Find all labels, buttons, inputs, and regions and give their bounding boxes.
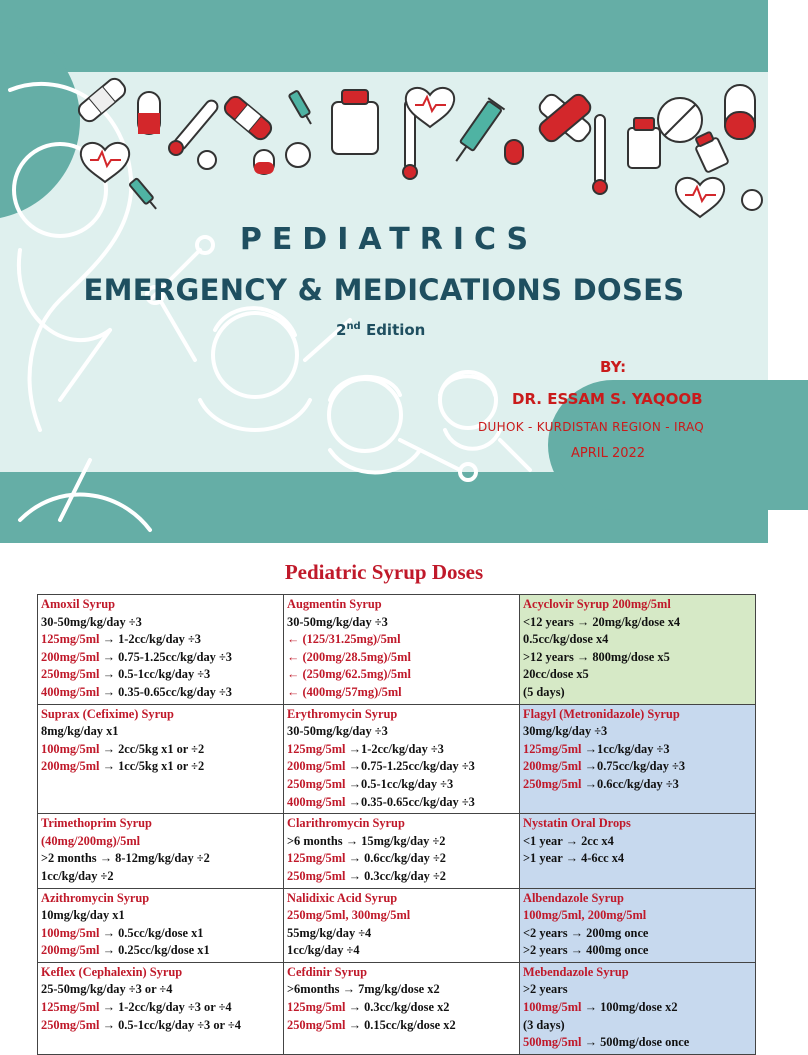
dose-line: 0.5cc/kg/dose x4 — [523, 632, 609, 647]
table-row — [38, 888, 756, 962]
dose-line — [287, 1017, 516, 1035]
dose-value: →0.5-1cc/kg/day ÷3 — [345, 776, 454, 791]
dose-line — [41, 925, 280, 943]
drug-cell — [284, 704, 520, 814]
dose-value: → 1-2cc/kg/day ÷3 — [99, 632, 201, 647]
drug-cell — [38, 814, 284, 888]
concentration: 250mg/5ml — [287, 868, 346, 883]
dose-value: → 1-2cc/kg/day ÷3 or ÷4 — [99, 1000, 232, 1015]
dose-line: >6months → 7mg/kg/dose x2 — [287, 982, 440, 997]
concentration: 125mg/5ml — [41, 632, 100, 647]
concentration: 100mg/5ml — [523, 1000, 582, 1015]
dose-line — [41, 942, 280, 960]
concentration: 200mg/5ml — [41, 943, 100, 958]
author-name: DR. ESSAM S. YAQOOB — [512, 390, 703, 408]
dose-line — [287, 741, 516, 759]
dose-line — [41, 999, 280, 1017]
drug-cell — [520, 888, 756, 962]
dose-value: → 0.3cc/kg/dose x2 — [345, 1000, 450, 1015]
dose-value: → 100mg/dose x2 — [581, 1000, 678, 1015]
concentration: 125mg/5ml — [287, 1000, 346, 1015]
drug-cell — [520, 704, 756, 814]
drug-name: Azithromycin Syrup — [41, 890, 150, 905]
dose-value: → 500mg/dose once — [581, 1035, 690, 1050]
drug-cell — [520, 814, 756, 888]
drug-name: Trimethoprim Syrup — [41, 816, 152, 831]
drug-name: Albendazole Syrup — [523, 890, 624, 905]
drug-cell — [38, 888, 284, 962]
dose-value: →1-2cc/kg/day ÷3 — [345, 741, 444, 756]
dose-line — [287, 850, 516, 868]
table-title: Pediatric Syrup Doses — [284, 560, 484, 584]
syrup-doses-table — [37, 594, 756, 1055]
dose-line — [287, 999, 516, 1017]
dose-line — [523, 776, 752, 794]
cover-banner — [0, 0, 768, 543]
dose-line — [41, 758, 280, 776]
dose-value: →0.6cc/kg/day ÷3 — [581, 776, 679, 791]
dose-line: (40mg/200mg)/5ml — [41, 833, 141, 848]
dose-line — [523, 999, 752, 1017]
dose-line: >2 years — [523, 982, 568, 997]
drug-cell — [520, 595, 756, 705]
drug-cell — [520, 962, 756, 1054]
drug-name: Suprax (Cefixime) Syrup — [41, 706, 174, 721]
dose-value: → 0.15cc/kg/dose x2 — [345, 1017, 456, 1032]
dose-line: 30-50mg/kg/day ÷3 — [287, 724, 388, 739]
concentration: 125mg/5ml — [287, 741, 346, 756]
dose-line — [287, 758, 516, 776]
concentration: 200mg/5ml — [523, 759, 582, 774]
drug-cell — [284, 595, 520, 705]
cover-illustration — [0, 0, 768, 543]
dose-line: >6 months → 15mg/kg/day ÷2 — [287, 833, 446, 848]
drug-cell — [284, 814, 520, 888]
dose-value: → 0.35-0.65cc/kg/day ÷3 — [99, 684, 232, 699]
dose-line — [287, 794, 516, 812]
concentration: 125mg/5ml — [523, 741, 582, 756]
edition-number: 2 — [336, 321, 347, 339]
drug-cell — [38, 962, 284, 1054]
drug-name: Mebendazole Syrup — [523, 964, 629, 979]
dose-line — [523, 1034, 752, 1052]
dose-line: 8mg/kg/day x1 — [41, 724, 119, 739]
edition-suffix: nd — [346, 321, 361, 332]
dose-line: 25-50mg/kg/day ÷3 or ÷4 — [41, 982, 173, 997]
dose-line: 55mg/kg/day ÷4 — [287, 925, 372, 940]
dose-line: 250mg/5ml, 300mg/5ml — [287, 908, 411, 923]
drug-cell — [284, 962, 520, 1054]
dose-line: (5 days) — [523, 684, 565, 699]
dose-line: >2 years → 400mg once — [523, 943, 649, 958]
concentration: 400mg/5ml — [41, 684, 100, 699]
concentration: 250mg/5ml — [523, 776, 582, 791]
concentration: 250mg/5ml — [287, 776, 346, 791]
dose-line: 1cc/kg/day ÷4 — [287, 943, 360, 958]
dose-value: → 0.5-1cc/kg/day ÷3 — [99, 667, 211, 682]
dose-line: 30mg/kg/day ÷3 — [523, 724, 608, 739]
concentration: 200mg/5ml — [41, 759, 100, 774]
table-row — [38, 814, 756, 888]
dose-line: ← (200mg/28.5mg)/5ml — [287, 649, 411, 664]
drug-name: Cefdinir Syrup — [287, 964, 367, 979]
concentration: 100mg/5ml — [41, 925, 100, 940]
concentration: 200mg/5ml — [41, 649, 100, 664]
table-row — [38, 595, 756, 705]
dose-line — [41, 741, 280, 759]
drug-name: Augmentin Syrup — [287, 597, 382, 611]
dose-line — [41, 631, 280, 649]
dose-value: →0.75-1.25cc/kg/day ÷3 — [345, 759, 475, 774]
dose-line — [287, 868, 516, 886]
dose-value: →1cc/kg/day ÷3 — [581, 741, 670, 756]
table-row — [38, 962, 756, 1054]
publication-date: APRIL 2022 — [571, 446, 646, 461]
drug-name: Flagyl (Metronidazole) Syrup — [523, 706, 680, 721]
dose-value: → 0.5-1cc/kg/day ÷3 or ÷4 — [99, 1017, 241, 1032]
dose-line: >2 months → 8-12mg/kg/day ÷2 — [41, 851, 210, 866]
table-row — [38, 704, 756, 814]
cover-title: PEDIATRICS — [239, 222, 539, 257]
dose-line — [41, 684, 280, 702]
concentration: 125mg/5ml — [41, 1000, 100, 1015]
dose-line — [41, 1017, 280, 1035]
dose-value: → 0.3cc/kg/day ÷2 — [345, 868, 446, 883]
dose-value: →0.35-0.65cc/kg/day ÷3 — [345, 794, 475, 809]
dose-line: 30-50mg/kg/day ÷3 — [41, 614, 142, 629]
drug-name: Keflex (Cephalexin) Syrup — [41, 964, 183, 979]
dose-line — [523, 741, 752, 759]
concentration: 250mg/5ml — [41, 667, 100, 682]
drug-name: Amoxil Syrup — [41, 597, 116, 611]
dose-line: 10mg/kg/day x1 — [41, 908, 125, 923]
drug-name: Nalidixic Acid Syrup — [287, 890, 398, 905]
dose-value: → 0.25cc/kg/dose x1 — [99, 943, 210, 958]
by-label: BY: — [600, 358, 627, 376]
drug-cell — [38, 704, 284, 814]
dose-line: 30-50mg/kg/day ÷3 — [287, 614, 388, 629]
dose-line: (3 days) — [523, 1017, 565, 1032]
concentration: 500mg/5ml — [523, 1035, 582, 1050]
dose-line: ← (125/31.25mg)/5ml — [287, 632, 401, 647]
concentration: 250mg/5ml — [287, 1017, 346, 1032]
dose-line: <1 year → 2cc x4 — [523, 833, 614, 848]
dose-line: ← (400mg/57mg)/5ml — [287, 684, 402, 699]
drug-cell — [284, 888, 520, 962]
concentration: 125mg/5ml — [287, 851, 346, 866]
dose-value: → 2cc/5kg x1 or ÷2 — [99, 741, 205, 756]
edition-word: Edition — [360, 321, 426, 339]
dose-line — [41, 649, 280, 667]
dose-line — [287, 776, 516, 794]
concentration: 100mg/5ml — [41, 741, 100, 756]
drug-name: Erythromycin Syrup — [287, 706, 398, 721]
drug-cell — [38, 595, 284, 705]
dose-value: → 0.5cc/kg/dose x1 — [99, 925, 204, 940]
drug-name: Nystatin Oral Drops — [523, 816, 631, 831]
drug-name: Acyclovir Syrup 200mg/5ml — [523, 597, 671, 611]
concentration: 400mg/5ml — [287, 794, 346, 809]
dose-line: 1cc/kg/day ÷2 — [41, 868, 114, 883]
concentration: 250mg/5ml — [41, 1017, 100, 1032]
dose-line — [523, 758, 752, 776]
cover-subtitle: EMERGENCY & MEDICATIONS DOSES — [83, 273, 685, 307]
drug-name: Clarithromycin Syrup — [287, 816, 405, 831]
dose-line: >1 year → 4-6cc x4 — [523, 851, 625, 866]
dose-line: >12 years → 800mg/dose x5 — [523, 649, 670, 664]
dose-value: → 0.6cc/kg/day ÷2 — [345, 851, 446, 866]
concentration: 200mg/5ml — [287, 759, 346, 774]
dose-line: <12 years → 20mg/kg/dose x4 — [523, 614, 681, 629]
syrup-doses-body — [38, 595, 756, 1055]
edition-label — [336, 321, 425, 339]
dose-line: <2 years → 200mg once — [523, 925, 649, 940]
dose-value: → 1cc/5kg x1 or ÷2 — [99, 759, 205, 774]
dose-line: 20cc/dose x5 — [523, 667, 589, 682]
dose-value: → 0.75-1.25cc/kg/day ÷3 — [99, 649, 232, 664]
dose-line: ← (250mg/62.5mg)/5ml — [287, 667, 411, 682]
dose-line — [41, 666, 280, 684]
author-location: DUHOK - KURDISTAN REGION - IRAQ — [478, 420, 705, 434]
dose-value: →0.75cc/kg/day ÷3 — [581, 759, 686, 774]
dose-line: 100mg/5ml, 200mg/5ml — [523, 908, 647, 923]
